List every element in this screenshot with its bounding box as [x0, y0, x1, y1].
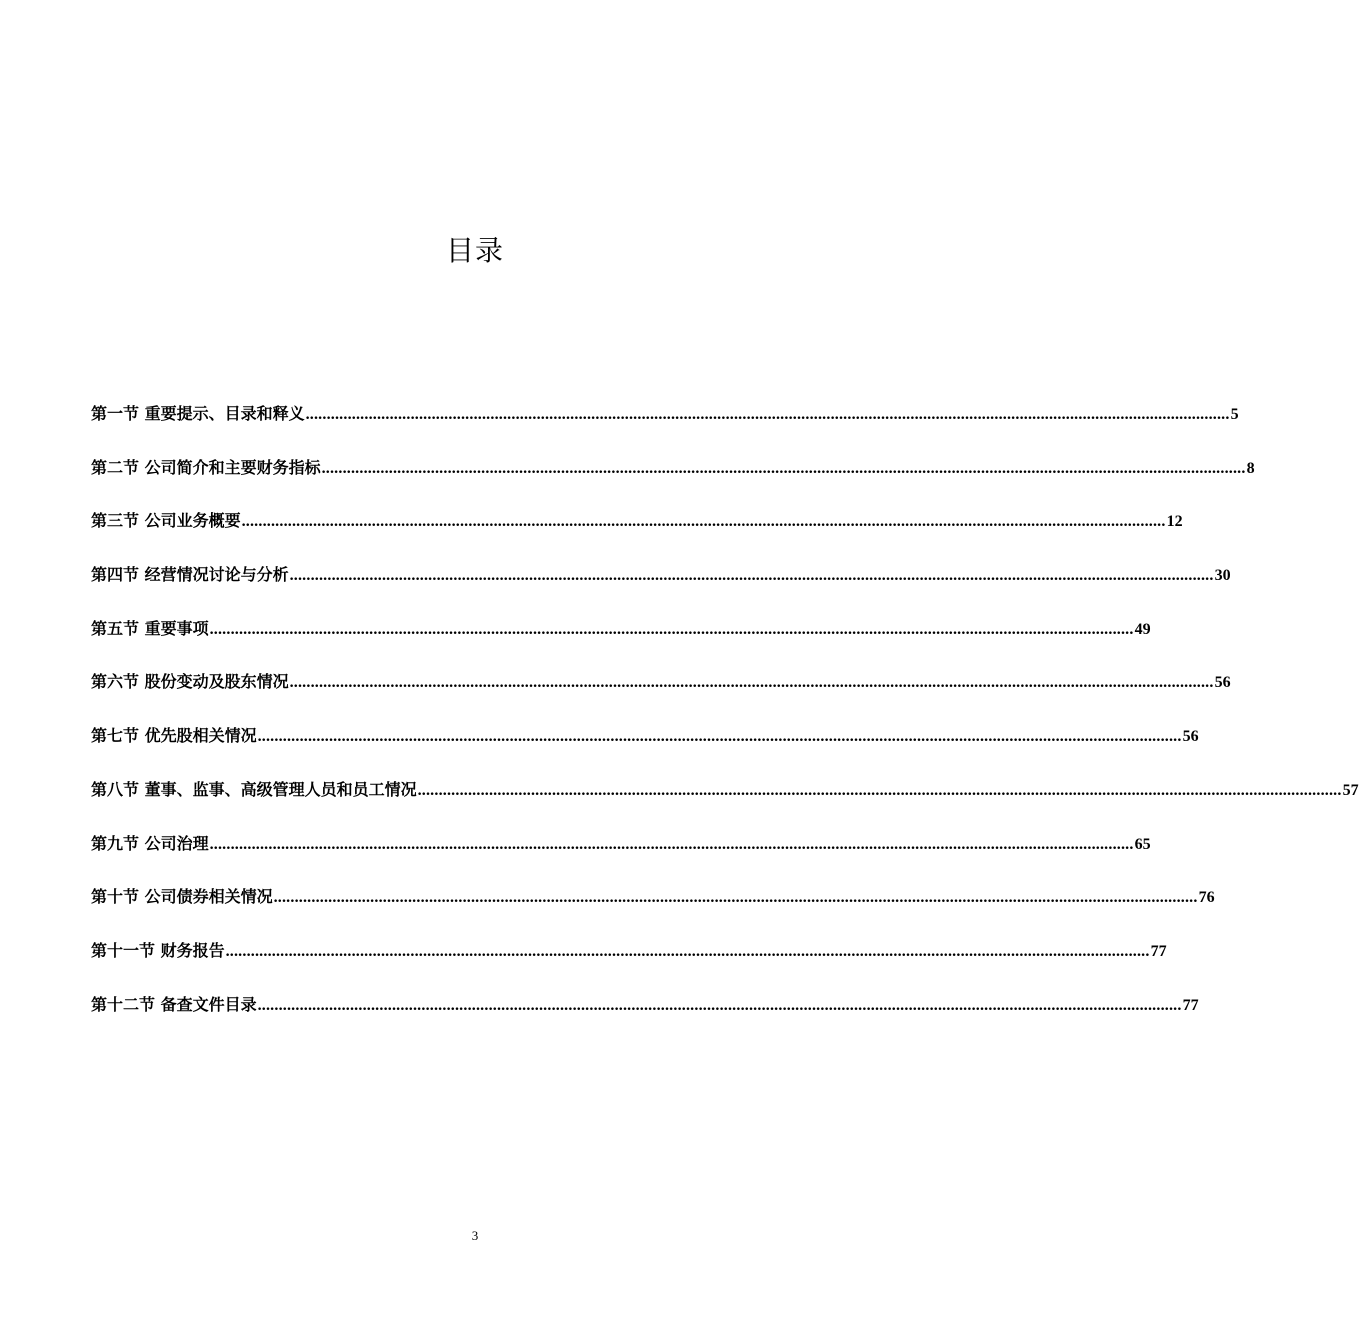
toc-entry-page[interactable]: 49: [1134, 620, 1151, 638]
toc-entry-9[interactable]: [91, 829, 1151, 883]
toc-dot-leader: ............................................................................................................................................................................................................................: [241, 513, 1166, 531]
toc-dot-leader: ............................................................................................................................................................................................................................: [289, 674, 1214, 692]
toc-entry-page[interactable]: 57: [1342, 781, 1359, 799]
toc-dot-leader: ............................................................................................................................................................................................................................: [273, 889, 1198, 907]
toc-entry-page[interactable]: 56: [1182, 728, 1199, 746]
toc-entry-11[interactable]: [91, 936, 1167, 990]
toc-dot-leader: ............................................................................................................................................................................................................................: [225, 942, 1150, 960]
toc-entry-label[interactable]: 第十节 公司债券相关情况: [91, 887, 273, 907]
toc-entry-label[interactable]: 第三节 公司业务概要: [91, 511, 241, 531]
toc-dot-leader: ............................................................................................................................................................................................................................: [321, 459, 1246, 477]
toc-entry-1[interactable]: [91, 399, 1239, 453]
toc-entry-label[interactable]: 第八节 董事、监事、高级管理人员和员工情况: [91, 779, 417, 799]
toc-entry-page[interactable]: 76: [1198, 889, 1215, 907]
toc-entry-12[interactable]: [91, 990, 1199, 1044]
toc-entry-label[interactable]: 第十一节 财务报告: [91, 940, 225, 960]
toc-entry-10[interactable]: [91, 882, 1215, 936]
toc-entry-label[interactable]: 第九节 公司治理: [91, 833, 209, 853]
toc-entry-5[interactable]: [91, 614, 1151, 668]
toc-entry-page[interactable]: 8: [1246, 459, 1255, 477]
toc-entry-page[interactable]: 5: [1230, 406, 1239, 423]
toc-entry-label[interactable]: 第一节 重要提示、目录和释义: [91, 404, 305, 423]
toc-entry-label[interactable]: 第七节 优先股相关情况: [91, 726, 257, 746]
toc-entry-label[interactable]: 第二节 公司简介和主要财务指标: [91, 457, 321, 477]
table-of-contents: [91, 399, 1359, 1043]
toc-entry-page[interactable]: 77: [1150, 942, 1167, 960]
toc-entry-page[interactable]: 30: [1214, 567, 1231, 585]
toc-entry-page[interactable]: 65: [1134, 835, 1151, 853]
toc-entry-page[interactable]: 56: [1214, 674, 1231, 692]
page-number: 3: [471, 1228, 479, 1243]
toc-entry-8[interactable]: [91, 775, 1359, 829]
toc-entry-3[interactable]: [91, 506, 1183, 560]
toc-entry-4[interactable]: [91, 560, 1231, 614]
page-title: 目录: [445, 234, 504, 267]
toc-dot-leader: ............................................................................................................................................................................................................................: [305, 406, 1230, 423]
toc-dot-leader: ............................................................................................................................................................................................................................: [257, 728, 1182, 746]
toc-entry-2[interactable]: [91, 453, 1255, 507]
toc-dot-leader: ............................................................................................................................................................................................................................: [289, 567, 1214, 585]
toc-entry-page[interactable]: 77: [1182, 996, 1199, 1014]
toc-entry-label[interactable]: 第六节 股份变动及股东情况: [91, 672, 289, 692]
toc-dot-leader: ............................................................................................................................................................................................................................: [417, 781, 1342, 799]
toc-entry-label[interactable]: 第五节 重要事项: [91, 618, 209, 638]
toc-dot-leader: ............................................................................................................................................................................................................................: [209, 620, 1134, 638]
toc-entry-page[interactable]: 12: [1166, 513, 1183, 531]
toc-dot-leader: ............................................................................................................................................................................................................................: [209, 835, 1134, 853]
toc-dot-leader: ............................................................................................................................................................................................................................: [257, 996, 1182, 1014]
toc-entry-label[interactable]: 第十二节 备查文件目录: [91, 994, 257, 1014]
toc-entry-6[interactable]: [91, 667, 1231, 721]
toc-entry-label[interactable]: 第四节 经营情况讨论与分析: [91, 565, 289, 585]
toc-entry-7[interactable]: [91, 721, 1199, 775]
